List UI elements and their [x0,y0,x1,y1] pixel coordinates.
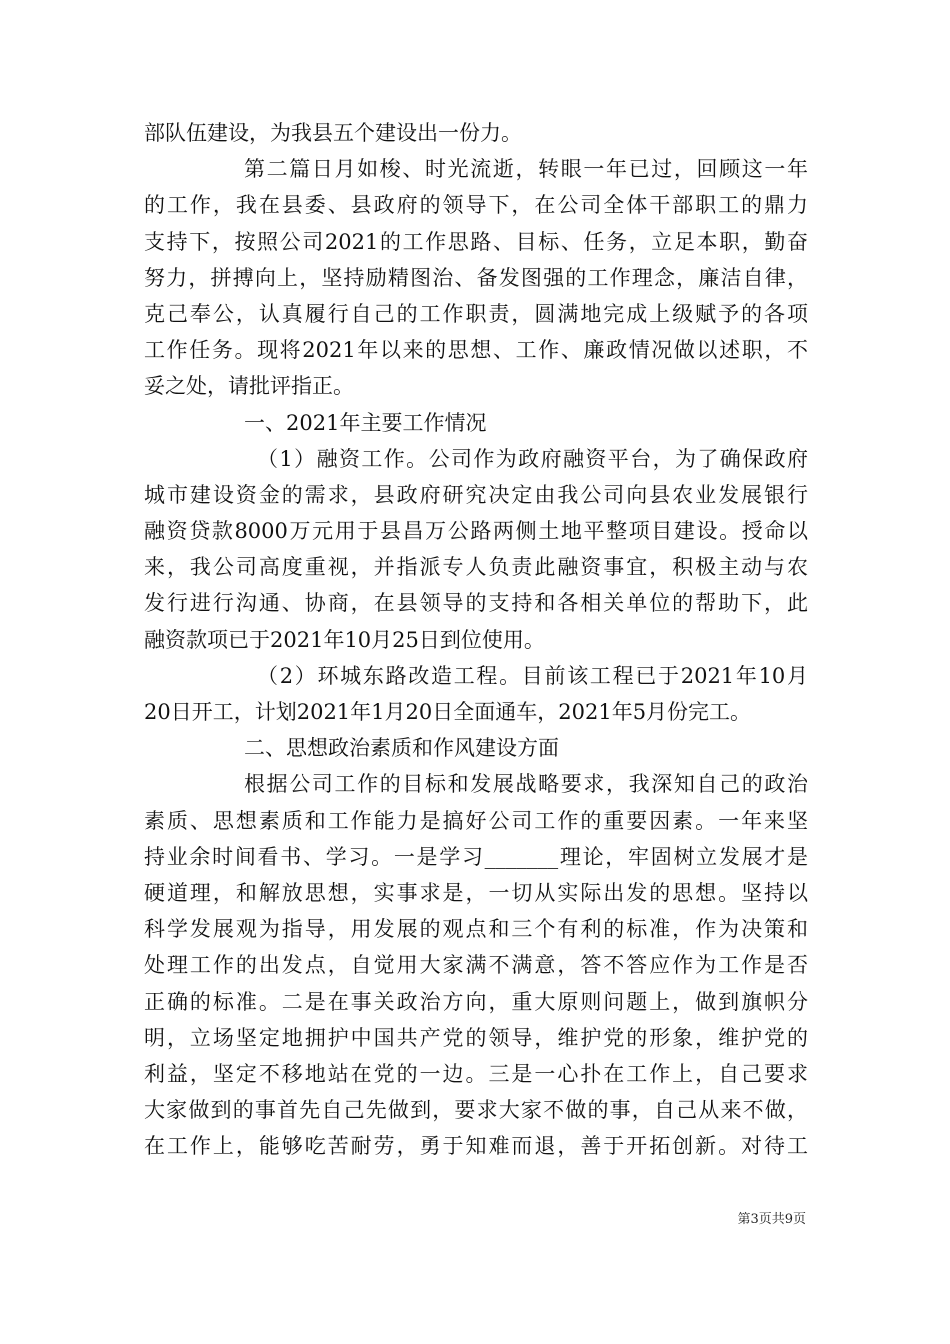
text-line: 发行进行沟通、协商，在县领导的支持和各相关单位的帮助下，此 [144,591,808,616]
text-line: 在工作上，能够吃苦耐劳，勇于知难而退，善于开拓创新。对待工 [144,1134,808,1159]
text-line: 利益，坚定不移地站在党的一边。三是一心扑在工作上，自己要求 [144,1061,808,1086]
text-line: 正确的标准。二是在事关政治方向，重大原则问题上，做到旗帜分 [144,989,808,1014]
text-line: 科学发展观为指导，用发展的观点和三个有利的标准，作为决策和 [144,917,808,942]
text-line: 处理工作的出发点，自觉用大家满不满意，答不答应作为工作是否 [144,953,808,978]
page-number: 第3页共9页 [737,1212,806,1227]
text-line: 素质、思想素质和工作能力是搞好公司工作的重要因素。一年来坚 [144,808,808,833]
text-line: 第二篇日月如梭、时光流逝，转眼一年已过，回顾这一年 [244,157,808,182]
text-line: 来，我公司高度重视，并指派专人负责此融资事宜，积极主动与农 [144,555,808,580]
section-heading: 二、思想政治素质和作风建设方面 [244,736,559,761]
text-line: 明，立场坚定地拥护中国共产党的领导，维护党的形象，维护党的 [144,1025,808,1050]
text-line: 部队伍建设，为我县五个建设出一份力。 [144,121,522,145]
text-line: 努力，拼搏向上，坚持励精图治、备发图强的工作理念，廉洁自律， [144,265,808,290]
text-line: 城市建设资金的需求，县政府研究决定由我公司向县农业发展银行 [144,482,808,507]
text-line: 妥之处，请批评指正。 [144,374,354,399]
text-line: 融资款项已于2021年10月25日到位使用。 [144,627,545,652]
text-line: （2）环城东路改造工程。目前该工程已于2021年10月 [257,663,808,688]
text-line: 克己奉公，认真履行自己的工作职责，圆满地完成上级赋予的各项 [144,301,808,326]
text-line: 硬道理，和解放思想，实事求是，一切从实际出发的思想。坚持以 [144,880,808,905]
text-line: 工作任务。现将2021年以来的思想、工作、廉政情况做以述职，不 [144,338,808,363]
text-line: 持业余时间看书、学习。一是学习_______理论，牢固树立发展才是 [144,844,808,869]
text-line: 根据公司工作的目标和发展战略要求，我深知自己的政治 [244,772,808,797]
text-line: 支持下，按照公司2021的工作思路、目标、任务，立足本职，勤奋 [144,229,808,254]
text-line: （1）融资工作。公司作为政府融资平台，为了确保政府 [257,446,808,471]
text-line: 大家做到的事首先自己先做到，要求大家不做的事，自己从来不做， [144,1098,808,1123]
section-heading: 一、2021年主要工作情况 [244,410,487,435]
text-line: 融资贷款8000万元用于县昌万公路两侧土地平整项目建设。授命以 [144,519,808,544]
text-line: 20日开工，计划2021年1月20日全面通车，2021年5月份完工。 [144,700,752,724]
document-body [144,115,808,1164]
text-line: 的工作，我在县委、县政府的领导下，在公司全体干部职工的鼎力 [144,193,808,218]
